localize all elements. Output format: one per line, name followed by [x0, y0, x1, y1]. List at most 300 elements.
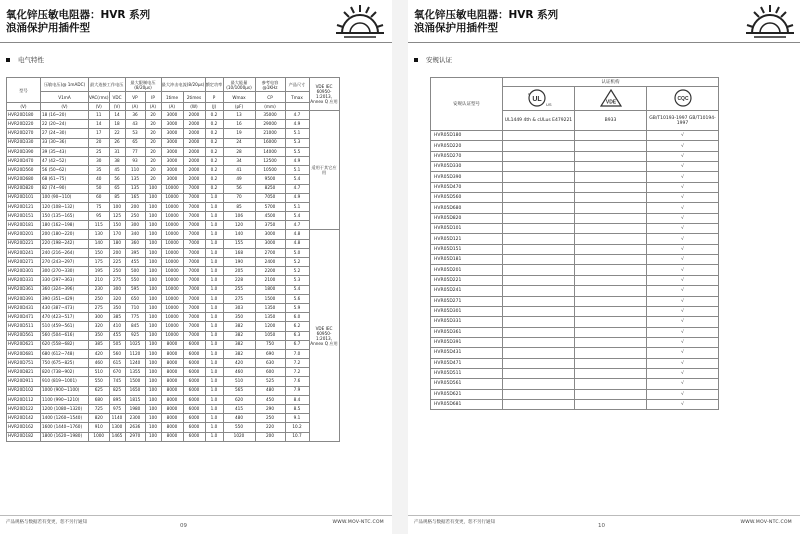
empty-cell: [575, 182, 647, 192]
value-cell: 5.0: [285, 248, 309, 257]
value-cell: 168: [223, 248, 255, 257]
value-cell: 1.0: [205, 349, 223, 358]
value-cell: 10000: [161, 230, 183, 239]
model-cell: HVR20D241: [7, 248, 41, 257]
value-cell: 1815: [125, 395, 145, 404]
model-cell: HVR20D911: [7, 377, 41, 386]
footer-note: 产品规格与数据若有变更，恕不另行通知: [414, 520, 495, 525]
check-mark: √: [647, 379, 719, 389]
value-cell: 10000: [161, 294, 183, 303]
empty-cell: [575, 306, 647, 316]
empty-cell: [503, 182, 575, 192]
value-cell: 220: [255, 423, 285, 432]
value-cell: 1100 (990~1210): [41, 395, 89, 404]
empty-cell: [503, 348, 575, 358]
value-cell: 7000: [183, 322, 205, 331]
model-cell: HVR05D330: [431, 162, 503, 172]
table-row: [7, 202, 340, 211]
unit-cell: (V): [89, 103, 110, 111]
value-cell: 1.0: [205, 267, 223, 276]
col-varistor-voltage: 压敏电压(@ 1mADC): [41, 78, 89, 92]
value-cell: 36: [125, 111, 145, 120]
table-row: [431, 224, 719, 234]
model-cell: HVR20D101: [7, 193, 41, 202]
value-cell: 205: [223, 267, 255, 276]
model-cell: HVR05D270: [431, 151, 503, 161]
value-cell: 360 (324~396): [41, 285, 89, 294]
table-row: [7, 322, 340, 331]
value-cell: 420: [89, 349, 110, 358]
value-cell: 100: [145, 340, 161, 349]
value-cell: 6.3: [285, 331, 309, 340]
empty-cell: [503, 234, 575, 244]
section-heading: 安规认证: [414, 55, 452, 64]
model-cell: HVR05D101: [431, 224, 503, 234]
empty-cell: [503, 389, 575, 399]
value-cell: 14: [109, 111, 125, 120]
table-row: [7, 331, 340, 340]
value-cell: 10.7: [285, 432, 309, 441]
value-cell: 220 (198~242): [41, 239, 89, 248]
table-row: [7, 111, 340, 120]
check-mark: √: [647, 131, 719, 141]
value-cell: 2300: [125, 414, 145, 423]
value-cell: 70: [223, 193, 255, 202]
value-cell: 6000: [183, 386, 205, 395]
value-cell: 8000: [161, 386, 183, 395]
value-cell: 10.2: [285, 423, 309, 432]
value-cell: 190: [223, 258, 255, 267]
title-line-2: 浪涌保护用插件型: [414, 22, 498, 34]
value-cell: 10000: [161, 276, 183, 285]
model-cell: HVR20D431: [7, 303, 41, 312]
value-cell: 275: [223, 294, 255, 303]
model-cell: HVR20D182: [7, 432, 41, 441]
value-cell: 320: [89, 322, 110, 331]
footer-rule: [0, 515, 392, 516]
table-row: [431, 348, 719, 358]
value-cell: 150 (135~165): [41, 212, 89, 221]
value-cell: 10000: [161, 184, 183, 193]
ul-logo-icon: [524, 89, 554, 107]
value-cell: 4.8: [285, 239, 309, 248]
value-cell: 455: [109, 331, 125, 340]
value-cell: 7.6: [285, 377, 309, 386]
header-rule: [408, 42, 800, 43]
unit-cell: (A): [161, 103, 183, 111]
model-cell: HVR20D560: [7, 166, 41, 175]
value-cell: 7000: [183, 230, 205, 239]
unit-cell: (V): [7, 103, 41, 111]
value-cell: 455: [125, 258, 145, 267]
value-cell: 415: [223, 405, 255, 414]
value-cell: 22 (20~24): [41, 120, 89, 129]
check-mark: √: [647, 224, 719, 234]
table-row: [7, 294, 340, 303]
value-cell: 9.1: [285, 414, 309, 423]
model-cell: HVR20D162: [7, 423, 41, 432]
value-cell: 7000: [183, 193, 205, 202]
value-cell: 2000: [183, 111, 205, 120]
value-cell: 385: [89, 340, 110, 349]
value-cell: 100: [145, 386, 161, 395]
model-cell: HVR05D431: [431, 348, 503, 358]
model-cell: HVR05D151: [431, 244, 503, 254]
value-cell: 41: [223, 166, 255, 175]
page-title: [6, 9, 150, 35]
value-cell: 0.2: [205, 129, 223, 138]
value-cell: 7000: [183, 313, 205, 322]
value-cell: 5.6: [285, 294, 309, 303]
value-cell: 26: [109, 138, 125, 147]
table-row: [431, 162, 719, 172]
value-cell: 100: [145, 212, 161, 221]
value-cell: 3000: [161, 147, 183, 156]
value-cell: 595: [125, 285, 145, 294]
value-cell: 8000: [161, 368, 183, 377]
value-cell: 0.2: [205, 111, 223, 120]
empty-cell: [503, 327, 575, 337]
value-cell: 0.2: [205, 175, 223, 184]
value-cell: 47 (42~52): [41, 156, 89, 165]
value-cell: 125: [109, 212, 125, 221]
unit-cell: (A): [125, 103, 145, 111]
model-cell: HVR05D681: [431, 399, 503, 409]
value-cell: 300: [109, 285, 125, 294]
value-cell: 5.1: [285, 129, 309, 138]
value-cell: 100: [145, 193, 161, 202]
value-cell: 0.2: [205, 120, 223, 129]
value-cell: 680: [89, 395, 110, 404]
value-cell: 5.3: [285, 276, 309, 285]
value-cell: 1000: [89, 432, 110, 441]
value-cell: 115: [89, 221, 110, 230]
value-cell: 3000: [255, 239, 285, 248]
value-cell: 43: [125, 120, 145, 129]
unit-cell: (V): [41, 103, 89, 111]
value-cell: 550: [125, 276, 145, 285]
value-cell: 16000: [255, 138, 285, 147]
empty-cell: [575, 379, 647, 389]
cert-note-lower: VDE IEC 60950-1:2013, Annex Q 应用: [309, 230, 339, 441]
value-cell: 7.2: [285, 359, 309, 368]
table-row: [7, 184, 340, 193]
value-cell: 68 (61~75): [41, 175, 89, 184]
table-row: [431, 368, 719, 378]
value-cell: 2000: [183, 156, 205, 165]
unit-cell: (J): [205, 103, 223, 111]
value-cell: 630: [255, 359, 285, 368]
value-cell: 382: [223, 340, 255, 349]
value-cell: 10000: [161, 313, 183, 322]
value-cell: 7.0: [285, 349, 309, 358]
value-cell: 195: [89, 267, 110, 276]
empty-cell: [503, 265, 575, 275]
value-cell: 1500: [255, 294, 285, 303]
value-cell: 210: [89, 276, 110, 285]
model-cell: HVR20D221: [7, 239, 41, 248]
value-cell: 10000: [161, 221, 183, 230]
value-cell: 925: [125, 331, 145, 340]
col-model: 型号: [7, 78, 41, 103]
value-cell: 100: [145, 230, 161, 239]
value-cell: 100: [145, 221, 161, 230]
value-cell: 0.2: [205, 166, 223, 175]
value-cell: 3000: [161, 156, 183, 165]
empty-cell: [575, 389, 647, 399]
value-cell: 1.0: [205, 423, 223, 432]
table-row: [7, 303, 340, 312]
value-cell: 20: [145, 147, 161, 156]
value-cell: 10000: [161, 258, 183, 267]
page-gutter: [392, 0, 408, 534]
value-cell: 4500: [255, 212, 285, 221]
empty-cell: [503, 162, 575, 172]
value-cell: 29000: [255, 120, 285, 129]
value-cell: 350: [223, 313, 255, 322]
value-cell: 300 (270~330): [41, 267, 89, 276]
value-cell: 1020: [223, 432, 255, 441]
value-cell: 1600 (1440~1760): [41, 423, 89, 432]
value-cell: 200: [255, 432, 285, 441]
value-cell: 2100: [255, 276, 285, 285]
table-row: [7, 267, 340, 276]
value-cell: 350: [89, 331, 110, 340]
value-cell: 6000: [183, 368, 205, 377]
svg-text:VDE: VDE: [605, 99, 616, 105]
value-cell: 93: [125, 156, 145, 165]
value-cell: 6000: [183, 359, 205, 368]
value-cell: 1.0: [205, 386, 223, 395]
value-cell: 22: [109, 129, 125, 138]
value-cell: 150: [109, 221, 125, 230]
model-cell: HVR20D390: [7, 147, 41, 156]
empty-cell: [503, 399, 575, 409]
value-cell: 100: [145, 294, 161, 303]
value-cell: 8000: [161, 349, 183, 358]
value-cell: 1.0: [205, 285, 223, 294]
value-cell: 820 (738~902): [41, 368, 89, 377]
model-cell: HVR20D821: [7, 368, 41, 377]
value-cell: 382: [223, 349, 255, 358]
value-cell: 3000: [255, 230, 285, 239]
value-cell: 100: [145, 405, 161, 414]
value-cell: 1.0: [205, 359, 223, 368]
value-cell: 565: [223, 386, 255, 395]
value-cell: 13: [223, 111, 255, 120]
footer-rule: [408, 515, 800, 516]
cqc-cert-number: GB/T10193-1997 GB/T10194-1997: [647, 111, 719, 131]
value-cell: 75: [89, 202, 110, 211]
value-cell: 200: [125, 202, 145, 211]
sub-v1ma: V1mA: [41, 92, 89, 103]
empty-cell: [503, 193, 575, 203]
check-mark: √: [647, 255, 719, 265]
value-cell: 1240: [125, 359, 145, 368]
value-cell: 11: [89, 111, 110, 120]
value-cell: 275: [89, 303, 110, 312]
value-cell: 725: [89, 405, 110, 414]
sub-tmax: Tmax: [285, 92, 309, 103]
value-cell: 360: [125, 239, 145, 248]
value-cell: 1500: [125, 377, 145, 386]
empty-cell: [503, 203, 575, 213]
value-cell: 100: [145, 285, 161, 294]
value-cell: 10000: [161, 331, 183, 340]
value-cell: 1200 (1080~1320): [41, 405, 89, 414]
table-row: [431, 213, 719, 223]
value-cell: 2636: [125, 423, 145, 432]
table-row: [7, 276, 340, 285]
value-cell: 38: [109, 156, 125, 165]
value-cell: 18 (16~20): [41, 111, 89, 120]
table-row: [431, 244, 719, 254]
value-cell: 100 (90~110): [41, 193, 89, 202]
table-row: [431, 275, 719, 285]
value-cell: 3750: [255, 221, 285, 230]
value-cell: 106: [223, 212, 255, 221]
value-cell: 460: [223, 368, 255, 377]
model-cell: HVR20D180: [7, 111, 41, 120]
empty-cell: [575, 141, 647, 151]
value-cell: 8000: [161, 377, 183, 386]
table-row: [431, 193, 719, 203]
value-cell: 85: [109, 193, 125, 202]
value-cell: 0.2: [205, 147, 223, 156]
value-cell: 7000: [183, 239, 205, 248]
model-cell: HVR20D471: [7, 313, 41, 322]
empty-cell: [503, 172, 575, 182]
value-cell: 510 (459~561): [41, 322, 89, 331]
value-cell: 7.2: [285, 368, 309, 377]
value-cell: 100: [145, 258, 161, 267]
cqc-logo-icon: [672, 89, 694, 107]
table-row: [7, 248, 340, 257]
value-cell: 1980: [125, 405, 145, 414]
value-cell: 100: [145, 184, 161, 193]
value-cell: 1300: [109, 423, 125, 432]
model-cell: HVR20D271: [7, 258, 41, 267]
table-row: [431, 317, 719, 327]
empty-cell: [503, 337, 575, 347]
value-cell: 100: [145, 368, 161, 377]
value-cell: 6.7: [285, 340, 309, 349]
empty-cell: [575, 275, 647, 285]
value-cell: 100: [145, 331, 161, 340]
value-cell: 7050: [255, 193, 285, 202]
table-row: [7, 313, 340, 322]
title-line-2: 浪涌保护用插件型: [6, 22, 90, 34]
value-cell: 5.2: [285, 258, 309, 267]
check-mark: √: [647, 348, 719, 358]
table-row: [7, 230, 340, 239]
empty-cell: [503, 358, 575, 368]
value-cell: 1.0: [205, 221, 223, 230]
empty-cell: [503, 224, 575, 234]
value-cell: 825: [109, 386, 125, 395]
table-row: [7, 221, 340, 230]
model-cell: HVR20D561: [7, 331, 41, 340]
electrical-spec-table: [6, 77, 340, 442]
value-cell: 9500: [255, 175, 285, 184]
value-cell: 5700: [255, 202, 285, 211]
table-row: [431, 255, 719, 265]
value-cell: 6000: [183, 423, 205, 432]
value-cell: 10000: [161, 267, 183, 276]
value-cell: 975: [109, 405, 125, 414]
value-cell: 20: [145, 166, 161, 175]
value-cell: 910: [89, 423, 110, 432]
value-cell: 2000: [183, 175, 205, 184]
value-cell: 5.4: [285, 285, 309, 294]
check-mark: √: [647, 358, 719, 368]
value-cell: 225: [109, 258, 125, 267]
value-cell: 8000: [161, 395, 183, 404]
empty-cell: [503, 368, 575, 378]
value-cell: 320: [109, 294, 125, 303]
table-row: [7, 120, 340, 129]
value-cell: 35000: [255, 111, 285, 120]
value-cell: 120 (108~132): [41, 202, 89, 211]
vde-logo-icon: [600, 89, 622, 107]
model-cell: HVR20D181: [7, 221, 41, 230]
value-cell: 228: [223, 276, 255, 285]
value-cell: 10000: [161, 239, 183, 248]
value-cell: 130: [89, 230, 110, 239]
value-cell: 1.0: [205, 405, 223, 414]
value-cell: 2400: [255, 258, 285, 267]
value-cell: 470 (423~517): [41, 313, 89, 322]
empty-cell: [575, 317, 647, 327]
value-cell: 18: [109, 120, 125, 129]
value-cell: 135: [125, 184, 145, 193]
model-cell: HVR20D142: [7, 414, 41, 423]
value-cell: 100: [145, 202, 161, 211]
check-mark: √: [647, 182, 719, 192]
model-cell: HVR20D151: [7, 212, 41, 221]
model-cell: HVR05D680: [431, 203, 503, 213]
value-cell: 3000: [161, 111, 183, 120]
value-cell: 1350: [255, 313, 285, 322]
value-cell: 77: [125, 147, 145, 156]
value-cell: 420: [223, 359, 255, 368]
table-row: [7, 359, 340, 368]
empty-cell: [575, 224, 647, 234]
value-cell: 7000: [183, 276, 205, 285]
empty-cell: [575, 368, 647, 378]
value-cell: 895: [109, 395, 125, 404]
check-mark: √: [647, 296, 719, 306]
value-cell: 1800: [255, 285, 285, 294]
model-cell: HVR05D271: [431, 296, 503, 306]
value-cell: 600: [255, 368, 285, 377]
value-cell: 6000: [183, 414, 205, 423]
unit-cell: (A): [145, 103, 161, 111]
value-cell: 480: [255, 386, 285, 395]
value-cell: 550: [89, 377, 110, 386]
vde-logo-cell: [575, 87, 647, 111]
empty-cell: [575, 399, 647, 409]
cert-note-upper: 适用于其它应用: [309, 111, 339, 230]
sub-vac: VAC(rms): [89, 92, 110, 103]
empty-cell: [575, 244, 647, 254]
footer-url: WWW.MOV-NTC.COM: [740, 520, 792, 525]
value-cell: 7000: [183, 331, 205, 340]
sun-logo-icon: [746, 3, 794, 39]
value-cell: 250: [109, 267, 125, 276]
empty-cell: [503, 317, 575, 327]
sun-logo-icon: [336, 3, 384, 39]
